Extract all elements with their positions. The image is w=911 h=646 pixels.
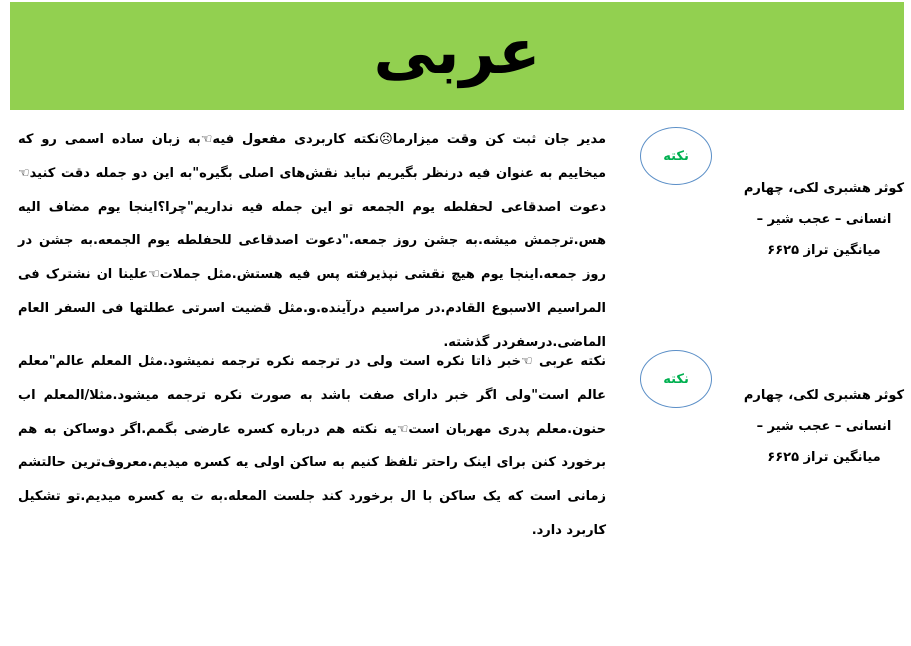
tip-badge: نکته — [640, 127, 712, 185]
tip-text: نکته عربی ☜خبر ذاتا نکره است ولی در ترجمه نکره ترجمه نمیشود.مثل المعلم عالم"معلم عالم است"ولی اگر خبر دارای صفت باشد به صورت نکره ترجمه میشود.مثلا/المعلم اب حنون.معلم پدری مهربان است☜یه نکته هم درباره کسره عارضی بگمم.اگر دوساکن به هم برخورد کنن برای اینک راحتر تلفظ کنیم به ساکن اولی یه کسره میدیم.معروف‌ترین حالتشم زمانی است که یک ساکن با ال برخورد کند جلست المعله.به ت یه کسره میدیم.تو تشکیل کاربرد دارد. — [18, 354, 606, 538]
tip-badge: نکته — [640, 350, 712, 408]
page-title: عربی — [373, 15, 541, 88]
author-credit: کوثر هشبری لکی، چهارم انسانی – عجب شیر – میانگین تراز ۶۶۲۵ — [743, 181, 905, 258]
tip-text: مدیر جان ثبت کن وقت میزارما☹نکته کاربردی مفعول فیه☜به زبان ساده اسمی رو که میخاییم به عنوان فیه درنظر بگیریم نباید نقش‌های اصلی بگیره"به این دو جمله دقت کنید☜دعوت اصدقاعی لحفلطه یوم الجمعه تو این جمله فیه نداریم"چرا؟اینجا یوم مضاف الیه هس.ترجمش میشه.به جشن روز جمعه."دعوت اصدقاعی للحفلطه یوم الجمعه.به جشن در روز جمعه.اینجا یوم هیچ نقشی نپذیرفته پس فیه هستش.مثل جملات☜علینا ان نشترک فی المراسیم الاسبوع القادم.در مراسیم درآینده.و.مثل قضیت اسرتی عطلتها فی السفر العام الماضی.درسفردر گذشته. — [18, 132, 606, 350]
author-credit: کوثر هشبری لکی، چهارم انسانی – عجب شیر – میانگین تراز ۶۶۲۵ — [743, 388, 905, 465]
header-banner — [10, 2, 904, 110]
